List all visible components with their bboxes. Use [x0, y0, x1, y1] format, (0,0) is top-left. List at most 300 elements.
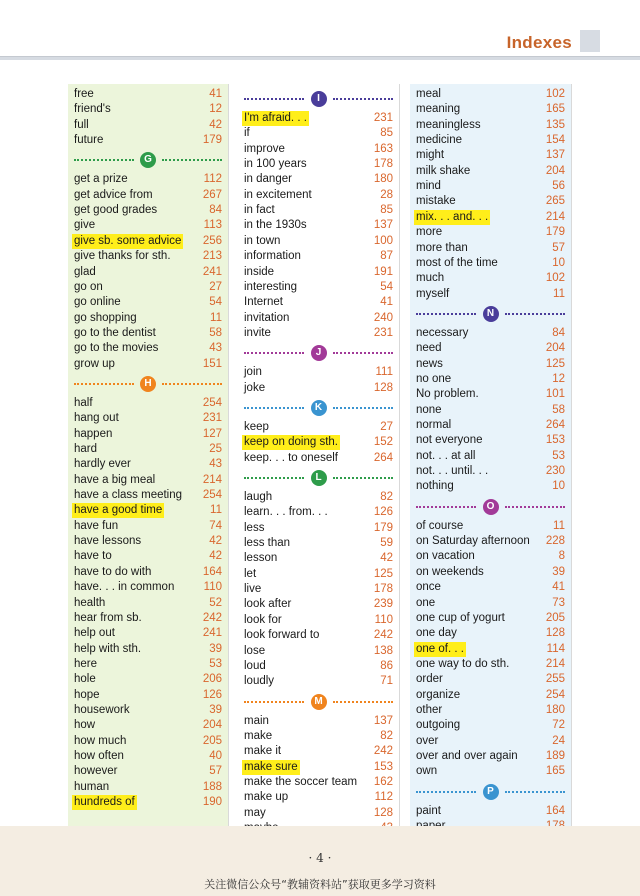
index-term: normal — [416, 419, 452, 431]
index-term: get good grades — [74, 204, 158, 217]
index-term-highlighted: hundreds of — [74, 796, 135, 809]
index-term-highlighted: mix. . . and. . . — [416, 210, 489, 223]
index-entry — [416, 804, 565, 819]
index-page-number: 126 — [202, 688, 222, 701]
index-term: myself — [416, 287, 450, 300]
header-rule — [0, 56, 640, 60]
index-page-number: 56 — [552, 180, 565, 193]
index-page-number: 125 — [545, 357, 565, 370]
index-page-number: 112 — [374, 791, 393, 804]
section-divider-h — [74, 376, 222, 392]
index-term: in town — [244, 234, 281, 247]
index-page-number: 204 — [202, 719, 222, 732]
index-entry — [416, 403, 565, 418]
index-term: not. . . until. . . — [416, 465, 489, 478]
index-page-number: 178 — [373, 158, 393, 171]
index-page-number: 27 — [209, 280, 222, 293]
index-term: mind — [416, 180, 441, 193]
index-entry — [244, 628, 393, 643]
index-entry — [74, 672, 222, 687]
index-entry — [244, 674, 393, 689]
index-page-number: 213 — [202, 250, 222, 263]
index-entry — [416, 449, 565, 464]
index-term-highlighted: I'm afraid. . . — [244, 112, 307, 124]
index-page-number: 42 — [209, 550, 222, 563]
index-entry — [244, 365, 393, 380]
index-page-number: 102 — [545, 272, 565, 285]
index-page-number: 114 — [546, 642, 565, 655]
section-divider-n — [416, 306, 565, 322]
index-term: main — [244, 714, 269, 727]
index-term: over and over again — [416, 750, 518, 762]
index-page-number: 264 — [373, 451, 393, 464]
index-column-3 — [410, 84, 572, 827]
index-term: necessary — [416, 326, 469, 339]
divider-dots — [416, 791, 476, 793]
index-entry — [416, 357, 565, 372]
index-term: one — [416, 596, 436, 609]
index-term: loud — [244, 659, 266, 672]
index-entry — [74, 749, 222, 764]
section-letter-badge: N — [483, 306, 499, 322]
index-term: in 100 years — [244, 158, 307, 171]
index-entry — [74, 295, 222, 310]
index-term: improve — [244, 142, 285, 155]
index-entry — [416, 418, 565, 433]
index-column-2 — [238, 84, 400, 827]
index-term: nothing — [416, 480, 454, 493]
index-term: mistake — [416, 195, 456, 208]
index-entry — [416, 657, 565, 672]
index-term: more — [416, 226, 443, 239]
index-term: get advice from — [74, 188, 153, 201]
index-entry — [244, 729, 393, 744]
footer-note: 关注微信公众号“教辅资料站”获取更多学习资料 — [204, 878, 436, 891]
index-term: keep — [244, 420, 269, 433]
index-page-number: 125 — [373, 567, 393, 580]
index-term: invitation — [244, 311, 290, 324]
index-entry — [416, 464, 565, 479]
index-page-number: 242 — [202, 611, 222, 624]
index-entry — [416, 326, 565, 341]
index-entry — [74, 218, 222, 233]
index-entry — [416, 194, 565, 209]
index-term: no one — [416, 372, 452, 385]
index-page-number: 267 — [202, 188, 222, 201]
section-divider-p — [416, 784, 565, 800]
index-page-number: 164 — [202, 565, 222, 578]
index-entry — [74, 503, 222, 518]
index-page-number: 242 — [373, 745, 393, 758]
index-entry — [74, 249, 222, 264]
index-entry — [74, 795, 222, 810]
index-page-number: 205 — [545, 611, 565, 624]
index-term: how — [74, 719, 96, 732]
index-term: live — [244, 583, 262, 596]
index-entry — [74, 311, 222, 326]
index-entry — [244, 597, 393, 612]
index-entry — [416, 703, 565, 718]
section-divider-k — [244, 400, 393, 416]
index-entry — [416, 102, 565, 117]
index-page-number: 53 — [552, 449, 565, 462]
index-page-number: 127 — [202, 427, 222, 440]
index-term: go to the movies — [74, 342, 159, 355]
index-term: paint — [416, 804, 441, 817]
index-term: keep. . . to oneself — [244, 451, 338, 464]
index-entry — [416, 372, 565, 387]
index-page-number: 165 — [545, 103, 565, 116]
index-term: on weekends — [416, 565, 484, 578]
index-term: have to — [74, 550, 112, 563]
divider-dots — [162, 383, 222, 385]
index-entry — [416, 287, 565, 302]
divider-dots — [505, 791, 565, 793]
index-term: loudly — [244, 675, 275, 688]
index-page-number: 42 — [380, 552, 393, 565]
section-letter-badge: H — [140, 376, 156, 392]
index-page-number: 138 — [373, 644, 393, 657]
index-entry — [244, 381, 393, 396]
page-number: · 4 · — [308, 851, 332, 865]
index-page-number: 128 — [545, 627, 565, 640]
index-term: look after — [244, 598, 292, 611]
index-term: glad — [74, 265, 96, 278]
index-term: hear from sb. — [74, 611, 142, 624]
index-entry — [244, 613, 393, 628]
index-entry — [244, 521, 393, 536]
index-page-number: 137 — [373, 219, 393, 232]
index-page-number: 256 — [202, 234, 222, 247]
index-entry — [74, 534, 222, 549]
index-page-number: 11 — [553, 287, 565, 300]
index-page-number: 190 — [202, 796, 222, 809]
index-entry — [416, 87, 565, 102]
index-entry — [74, 188, 222, 203]
index-term: hardly ever — [74, 458, 131, 471]
index-entry — [416, 387, 565, 402]
index-page-number: 8 — [558, 550, 565, 563]
index-entry — [74, 580, 222, 595]
index-term: have. . . in common — [74, 581, 175, 594]
index-page-number: 151 — [202, 357, 222, 370]
index-entry — [244, 311, 393, 326]
index-page-number: 42 — [209, 535, 222, 548]
index-entry — [244, 265, 393, 280]
index-column-1 — [68, 84, 229, 827]
index-page-number: 188 — [202, 780, 222, 793]
section-letter-badge: P — [483, 784, 499, 800]
index-term: one cup of yogurt — [416, 611, 505, 624]
index-term: none — [416, 403, 442, 416]
index-page-number: 85 — [380, 204, 393, 217]
index-term: in excitement — [244, 188, 312, 201]
index-entry — [416, 764, 565, 779]
index-term: help out — [74, 627, 115, 640]
index-term: laugh — [244, 491, 273, 503]
index-term: happen — [74, 427, 113, 440]
index-entry — [416, 479, 565, 494]
index-page-number: 12 — [209, 103, 222, 116]
divider-dots — [416, 506, 476, 508]
index-entry — [244, 157, 393, 172]
index-term: look for — [244, 613, 282, 626]
section-letter-badge: J — [311, 345, 327, 361]
index-page-number: 241 — [202, 265, 222, 278]
index-term: Internet — [244, 296, 283, 309]
index-term: over — [416, 734, 439, 747]
section-letter-badge: I — [311, 91, 327, 107]
index-page-number: 111 — [375, 366, 393, 379]
index-entry — [416, 688, 565, 703]
index-entry — [244, 218, 393, 233]
index-page-number: 180 — [545, 703, 565, 716]
index-page-number: 11 — [210, 311, 222, 324]
index-page-number: 57 — [552, 241, 565, 254]
index-term: meal — [416, 88, 441, 100]
index-page-number: 230 — [545, 465, 565, 478]
index-entry — [244, 326, 393, 341]
index-entry — [74, 87, 222, 102]
index-page-number: 39 — [209, 642, 222, 655]
index-term: learn. . . from. . . — [244, 506, 328, 519]
index-entry — [244, 505, 393, 520]
index-entry — [74, 457, 222, 472]
index-term: on vacation — [416, 550, 475, 563]
index-entry — [244, 536, 393, 551]
index-entry — [74, 519, 222, 534]
index-page-number: 128 — [373, 381, 393, 394]
divider-dots — [333, 407, 393, 409]
index-page-number: 85 — [380, 127, 393, 140]
index-page-number: 231 — [373, 112, 393, 124]
index-page-number: 102 — [545, 88, 565, 100]
index-entry — [244, 644, 393, 659]
index-entry — [416, 241, 565, 256]
index-term: make up — [244, 791, 289, 804]
index-term: other — [416, 703, 443, 716]
index-term: inside — [244, 265, 275, 278]
index-term: lose — [244, 644, 266, 657]
index-entry — [244, 280, 393, 295]
index-entry — [416, 210, 565, 225]
index-page-number: 214 — [202, 473, 222, 486]
index-entry — [416, 271, 565, 286]
index-term: not. . . at all — [416, 449, 476, 462]
index-page-number: 54 — [380, 280, 393, 293]
index-page-number: 84 — [209, 204, 222, 217]
index-term: health — [74, 596, 106, 609]
index-page-number: 204 — [545, 342, 565, 355]
index-term: however — [74, 765, 118, 778]
index-entry — [74, 234, 222, 249]
section-divider-i — [244, 91, 393, 107]
index-page-number: 152 — [373, 436, 393, 449]
index-page-number: 153 — [545, 434, 565, 447]
index-page-number: 231 — [373, 326, 393, 339]
index-entry — [244, 490, 393, 505]
index-page-number: 180 — [373, 173, 393, 186]
section-divider-g — [74, 152, 222, 168]
index-page-number: 11 — [210, 504, 222, 517]
index-term: organize — [416, 688, 461, 701]
index-entry — [74, 703, 222, 718]
index-entry — [74, 172, 222, 187]
index-entry — [244, 714, 393, 729]
index-page-number: 25 — [209, 443, 222, 455]
index-term: housework — [74, 703, 130, 716]
index-entry — [416, 580, 565, 595]
index-page-number: 254 — [545, 688, 565, 701]
index-page-number: 206 — [202, 673, 222, 686]
index-page-number: 254 — [202, 489, 222, 502]
index-page-number: 10 — [552, 480, 565, 493]
index-entry — [244, 790, 393, 805]
index-page-number: 135 — [545, 118, 565, 131]
index-term: need — [416, 342, 442, 355]
index-term: in the 1930s — [244, 219, 307, 232]
index-term: once — [416, 581, 441, 594]
index-term: have lessons — [74, 535, 142, 548]
divider-dots — [333, 98, 393, 100]
divider-dots — [333, 477, 393, 479]
index-term-highlighted: make sure — [244, 760, 298, 773]
index-term: go to the dentist — [74, 326, 156, 339]
section-divider-o — [416, 499, 565, 515]
index-entry — [74, 688, 222, 703]
index-entry — [416, 433, 565, 448]
index-term: not everyone — [416, 434, 483, 447]
index-entry — [74, 102, 222, 117]
index-term: go shopping — [74, 311, 137, 324]
index-term: news — [416, 357, 443, 370]
index-page-number: 242 — [373, 629, 393, 642]
index-page-number: 53 — [209, 657, 222, 670]
section-letter-badge: G — [140, 152, 156, 168]
index-entry — [74, 565, 222, 580]
index-entry — [244, 806, 393, 821]
index-term: order — [416, 673, 443, 686]
index-term: make it — [244, 745, 282, 758]
index-page-number: 11 — [553, 519, 565, 532]
index-page-number: 39 — [209, 703, 222, 716]
divider-dots — [244, 98, 304, 100]
index-term: give — [74, 219, 96, 232]
index-term: hard — [74, 443, 98, 455]
index-entry — [244, 249, 393, 264]
index-term: less than — [244, 537, 291, 550]
index-term: how often — [74, 750, 124, 762]
index-entry — [74, 642, 222, 657]
index-page-number: 163 — [373, 142, 393, 155]
index-entry — [416, 749, 565, 764]
index-page-number: 58 — [209, 326, 222, 339]
index-entry — [74, 596, 222, 611]
index-entry — [74, 442, 222, 457]
index-term: meaningless — [416, 118, 481, 131]
index-entry — [244, 111, 393, 126]
index-entry — [244, 775, 393, 790]
index-page-number: 27 — [380, 420, 393, 433]
index-entry — [244, 142, 393, 157]
index-term: may — [244, 806, 266, 819]
index-entry — [416, 596, 565, 611]
index-entry — [74, 326, 222, 341]
index-term: here — [74, 657, 98, 670]
index-entry — [74, 657, 222, 672]
index-page-number: 28 — [380, 188, 393, 201]
index-entry — [244, 760, 393, 775]
section-divider-m — [244, 694, 393, 710]
index-term: have fun — [74, 519, 119, 532]
index-page-number: 72 — [552, 719, 565, 732]
index-term: go on — [74, 280, 103, 293]
index-page-number: 71 — [380, 675, 393, 688]
index-term: invite — [244, 326, 271, 339]
index-page-number: 39 — [552, 565, 565, 578]
index-term: most of the time — [416, 256, 498, 269]
header-accent-block — [580, 30, 600, 52]
index-page-number: 137 — [373, 714, 393, 727]
index-term: outgoing — [416, 719, 461, 732]
index-entry — [244, 744, 393, 759]
index-page-number: 57 — [209, 765, 222, 778]
index-page-number: 205 — [202, 734, 222, 747]
index-term: if — [244, 127, 250, 140]
index-entry — [74, 626, 222, 641]
index-term: of course — [416, 519, 464, 532]
index-term: half — [74, 396, 93, 409]
index-term: information — [244, 250, 301, 263]
index-entry — [74, 118, 222, 133]
index-page-number: 214 — [545, 657, 565, 670]
index-entry — [74, 396, 222, 411]
index-page-number: 154 — [545, 134, 565, 147]
index-page-number: 52 — [209, 596, 222, 609]
index-term: look forward to — [244, 629, 320, 642]
index-page-number: 165 — [545, 765, 565, 778]
index-term: get a prize — [74, 173, 128, 186]
index-term: No problem. — [416, 388, 479, 401]
index-entry — [416, 256, 565, 271]
index-page-number: 86 — [380, 659, 393, 672]
page-title: Indexes — [506, 33, 572, 52]
index-term: join — [244, 366, 262, 379]
index-page-number: 112 — [203, 173, 222, 186]
index-entry — [416, 225, 565, 240]
index-page-number: 74 — [209, 519, 222, 532]
index-page-number: 101 — [545, 388, 565, 401]
index-term: medicine — [416, 134, 463, 147]
index-page-number: 84 — [552, 326, 565, 339]
index-entry — [244, 582, 393, 597]
index-term: much — [416, 272, 445, 285]
index-term: hope — [74, 688, 100, 701]
index-page-number: 254 — [202, 396, 222, 409]
divider-dots — [244, 701, 304, 703]
index-page-number: 41 — [209, 88, 222, 100]
index-page-number: 241 — [202, 627, 222, 640]
index-term: lesson — [244, 552, 278, 565]
index-term-highlighted: have a good time — [74, 504, 163, 517]
index-entry — [416, 626, 565, 641]
index-term: joke — [244, 381, 266, 394]
index-term: hole — [74, 673, 96, 686]
index-term: have to do with — [74, 565, 152, 578]
divider-dots — [162, 159, 222, 161]
index-entry — [74, 280, 222, 295]
section-divider-l — [244, 470, 393, 486]
